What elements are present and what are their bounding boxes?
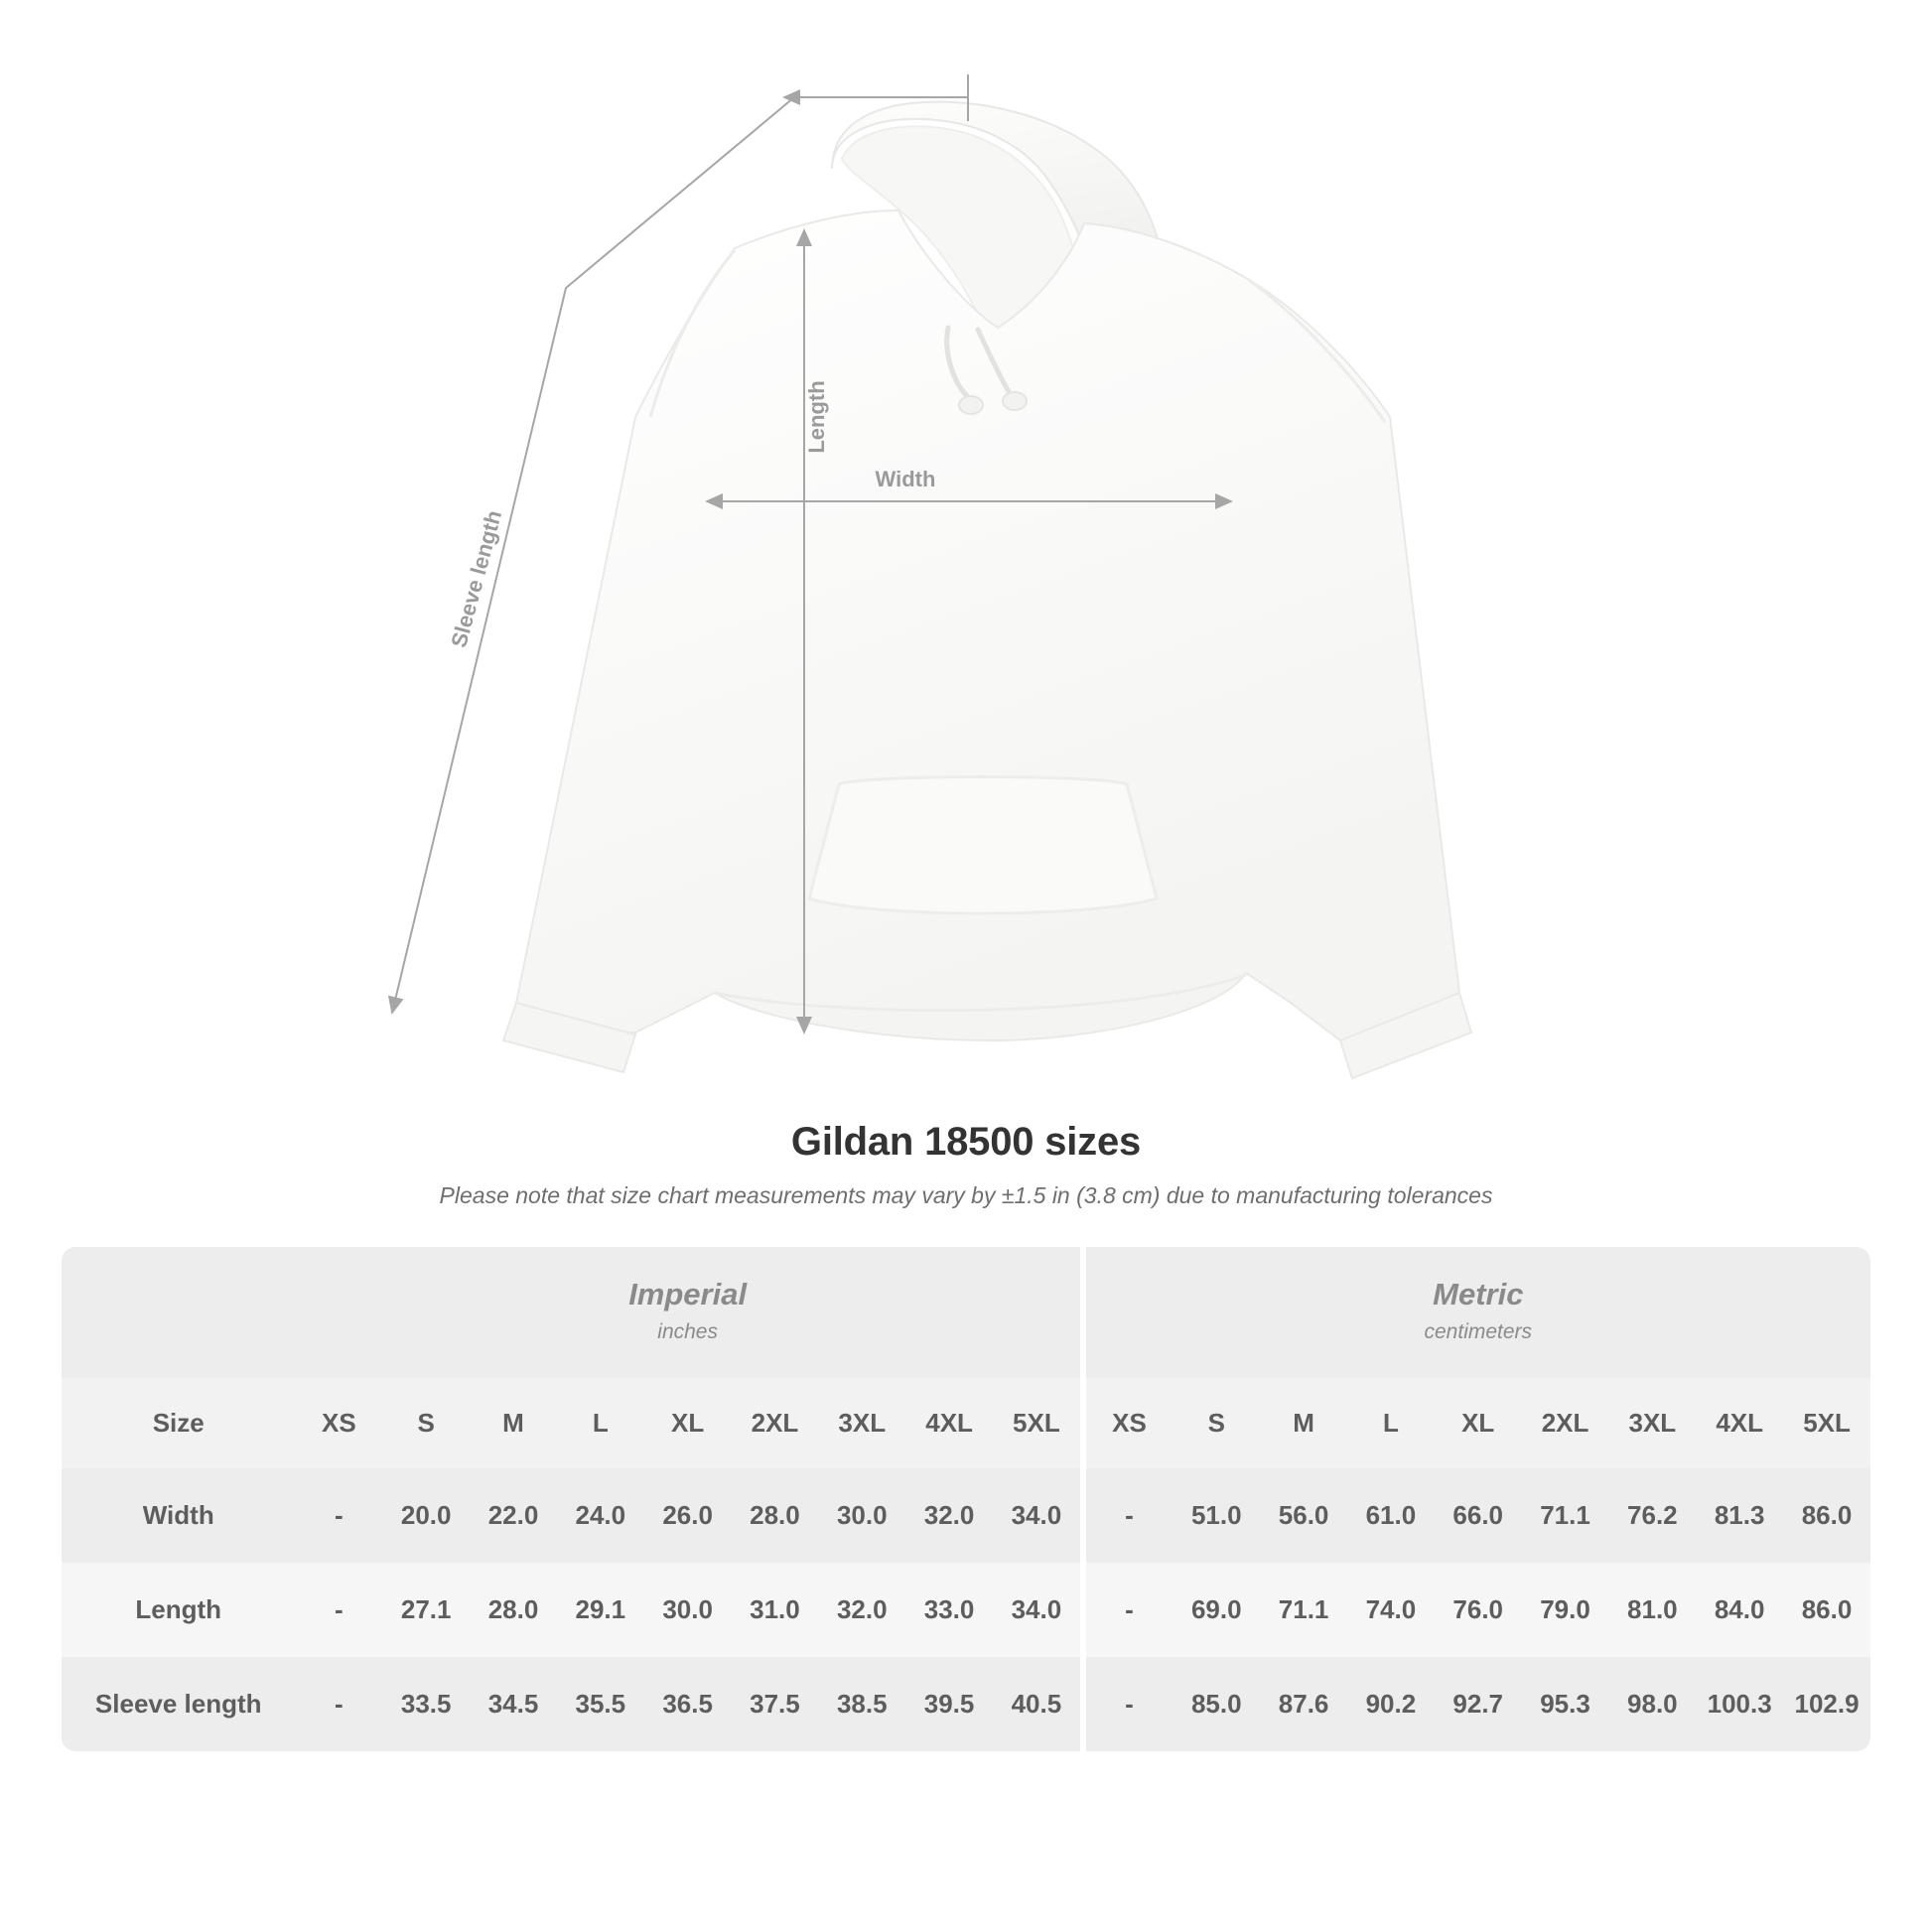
cell-sleeve-metric-s: 85.0 <box>1173 1657 1260 1751</box>
tolerance-note: Please note that size chart measurements may vary by ±1.5 in (3.8 cm) due to manufacturing tolerances <box>439 1182 1493 1208</box>
cell-sleeve-imperial-l: 35.5 <box>557 1657 644 1751</box>
cell-sleeve-imperial-5xl: 40.5 <box>993 1657 1080 1751</box>
page-title: Gildan 18500 sizes <box>790 1120 1142 1164</box>
header-imperial-m: M <box>470 1378 557 1468</box>
unit-name-imperial: Imperial <box>628 1277 748 1311</box>
header-metric-xs: XS <box>1086 1378 1173 1468</box>
unit-group-imperial <box>295 1247 1079 1378</box>
cell-sleeve-metric-3xl: 98.0 <box>1608 1657 1696 1751</box>
cell-width-metric-4xl: 81.3 <box>1696 1468 1783 1563</box>
cell-width-metric-s: 51.0 <box>1173 1468 1260 1563</box>
header-size-label: Size <box>62 1378 295 1468</box>
cell-sleeve-metric-xs: - <box>1086 1657 1173 1751</box>
cell-length-imperial-l: 29.1 <box>557 1563 644 1657</box>
header-imperial-4xl: 4XL <box>905 1378 993 1468</box>
cell-sleeve-metric-4xl: 100.3 <box>1696 1657 1783 1751</box>
cell-length-metric-3xl: 81.0 <box>1608 1563 1696 1657</box>
cell-length-metric-5xl: 86.0 <box>1783 1563 1870 1657</box>
cell-length-imperial-4xl: 33.0 <box>905 1563 993 1657</box>
cell-width-metric-l: 61.0 <box>1347 1468 1435 1563</box>
cell-sleeve-imperial-xl: 36.5 <box>644 1657 732 1751</box>
table-row <box>62 1468 1870 1563</box>
width-label: Width <box>875 467 936 491</box>
cell-length-imperial-3xl: 32.0 <box>818 1563 905 1657</box>
unit-name-metric: Metric <box>1433 1277 1524 1311</box>
cell-length-metric-m: 71.1 <box>1260 1563 1347 1657</box>
cell-length-metric-s: 69.0 <box>1173 1563 1260 1657</box>
cell-sleeve-metric-xl: 92.7 <box>1435 1657 1522 1751</box>
header-metric-5xl: 5XL <box>1783 1378 1870 1468</box>
cell-width-metric-xs: - <box>1086 1468 1173 1563</box>
header-imperial-2xl: 2XL <box>732 1378 819 1468</box>
cell-width-metric-5xl: 86.0 <box>1783 1468 1870 1563</box>
cell-length-metric-l: 74.0 <box>1347 1563 1435 1657</box>
row-label-sleeve-length: Sleeve length <box>62 1657 295 1751</box>
unit-sub-metric: centimeters <box>1424 1320 1533 1343</box>
cell-width-metric-2xl: 71.1 <box>1522 1468 1609 1563</box>
size-header-row <box>62 1378 1870 1468</box>
cell-width-metric-3xl: 76.2 <box>1608 1468 1696 1563</box>
cell-length-imperial-m: 28.0 <box>470 1563 557 1657</box>
cell-sleeve-imperial-m: 34.5 <box>470 1657 557 1751</box>
header-imperial-s: S <box>382 1378 470 1468</box>
cell-sleeve-imperial-4xl: 39.5 <box>905 1657 993 1751</box>
cell-length-metric-4xl: 84.0 <box>1696 1563 1783 1657</box>
hoodie-graphic <box>503 102 1471 1078</box>
header-metric-3xl: 3XL <box>1608 1378 1696 1468</box>
cell-length-imperial-xl: 30.0 <box>644 1563 732 1657</box>
unit-spacer <box>62 1247 295 1378</box>
header-metric-m: M <box>1260 1378 1347 1468</box>
header-imperial-l: L <box>557 1378 644 1468</box>
size-table-wrapper <box>62 1247 1870 1751</box>
cell-length-metric-xl: 76.0 <box>1435 1563 1522 1657</box>
cell-width-imperial-4xl: 32.0 <box>905 1468 993 1563</box>
row-label-length: Length <box>62 1563 295 1657</box>
title-block <box>0 1120 1932 1209</box>
cell-sleeve-metric-2xl: 95.3 <box>1522 1657 1609 1751</box>
unit-header-row <box>62 1247 1870 1378</box>
cell-length-imperial-s: 27.1 <box>382 1563 470 1657</box>
cell-sleeve-imperial-3xl: 38.5 <box>818 1657 905 1751</box>
cell-width-imperial-5xl: 34.0 <box>993 1468 1080 1563</box>
cell-width-imperial-3xl: 30.0 <box>818 1468 905 1563</box>
cell-length-imperial-2xl: 31.0 <box>732 1563 819 1657</box>
cell-width-metric-xl: 66.0 <box>1435 1468 1522 1563</box>
header-imperial-xl: XL <box>644 1378 732 1468</box>
row-label-width: Width <box>62 1468 295 1563</box>
cell-width-imperial-s: 20.0 <box>382 1468 470 1563</box>
cell-width-imperial-xs: - <box>295 1468 382 1563</box>
unit-group-metric <box>1086 1247 1870 1378</box>
cell-width-imperial-2xl: 28.0 <box>732 1468 819 1563</box>
sleeve-length-label: Sleeve length <box>446 507 507 650</box>
header-metric-4xl: 4XL <box>1696 1378 1783 1468</box>
cell-sleeve-imperial-s: 33.5 <box>382 1657 470 1751</box>
cell-width-imperial-m: 22.0 <box>470 1468 557 1563</box>
cell-sleeve-metric-m: 87.6 <box>1260 1657 1347 1751</box>
cell-sleeve-imperial-2xl: 37.5 <box>732 1657 819 1751</box>
cell-length-metric-xs: - <box>1086 1563 1173 1657</box>
unit-sub-imperial: inches <box>657 1320 718 1343</box>
cell-width-imperial-xl: 26.0 <box>644 1468 732 1563</box>
table-row <box>62 1563 1870 1657</box>
length-label: Length <box>804 380 829 454</box>
header-imperial-3xl: 3XL <box>818 1378 905 1468</box>
size-table <box>62 1247 1870 1751</box>
header-metric-s: S <box>1173 1378 1260 1468</box>
cell-sleeve-imperial-xs: - <box>295 1657 382 1751</box>
cell-width-imperial-l: 24.0 <box>557 1468 644 1563</box>
cell-length-imperial-xs: - <box>295 1563 382 1657</box>
header-metric-2xl: 2XL <box>1522 1378 1609 1468</box>
cell-width-metric-m: 56.0 <box>1260 1468 1347 1563</box>
cell-length-metric-2xl: 79.0 <box>1522 1563 1609 1657</box>
cell-sleeve-metric-5xl: 102.9 <box>1783 1657 1870 1751</box>
header-imperial-5xl: 5XL <box>993 1378 1080 1468</box>
header-metric-xl: XL <box>1435 1378 1522 1468</box>
header-imperial-xs: XS <box>295 1378 382 1468</box>
table-row <box>62 1657 1870 1751</box>
cell-sleeve-metric-l: 90.2 <box>1347 1657 1435 1751</box>
header-metric-l: L <box>1347 1378 1435 1468</box>
cell-length-imperial-5xl: 34.0 <box>993 1563 1080 1657</box>
